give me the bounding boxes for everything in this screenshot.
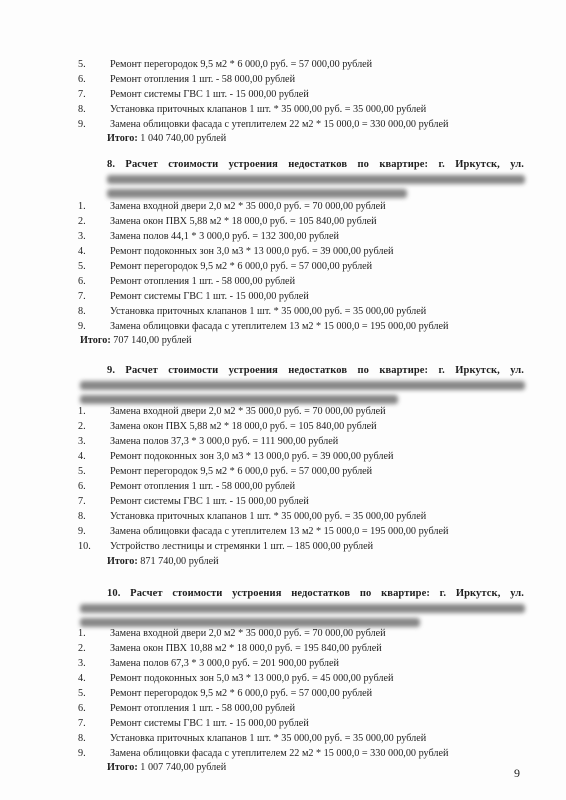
redacted-address (80, 618, 420, 627)
total-value: 1 040 740,00 рублей (137, 133, 227, 144)
total-line (80, 334, 192, 347)
item-text: Замена полов 37,3 * 3 000,0 руб. = 111 900,00 рублей (110, 436, 339, 447)
item-text: Ремонт перегородок 9,5 м2 * 6 000,0 руб. = 57 000,00 рублей (110, 261, 373, 272)
item-text: Замена полов 44,1 * 3 000,0 руб. = 132 300,00 рублей (110, 231, 339, 242)
section-title: 9. Расчет стоимости устроения недостатков по квартире: г. Иркутск, ул. (107, 365, 524, 376)
item-number: 8. (78, 733, 86, 744)
total-value: 871 740,00 рублей (137, 556, 219, 567)
redacted-address (80, 604, 525, 613)
item-number: 6. (78, 276, 86, 287)
item-text: Ремонт подоконных зон 5,0 м3 * 13 000,0 руб. = 45 000,00 рублей (110, 673, 394, 684)
item-number: 4. (78, 451, 86, 462)
item-text: Ремонт системы ГВС 1 шт. - 15 000,00 рублей (110, 291, 309, 302)
item-text: Ремонт перегородок 9,5 м2 * 6 000,0 руб. = 57 000,00 рублей (110, 59, 373, 70)
item-number: 5. (78, 261, 86, 272)
item-text: Ремонт подоконных зон 3,0 м3 * 13 000,0 руб. = 39 000,00 рублей (110, 451, 394, 462)
item-number: 1. (78, 201, 86, 212)
item-text: Замена входной двери 2,0 м2 * 35 000,0 руб. = 70 000,00 рублей (110, 406, 386, 417)
item-text: Ремонт системы ГВС 1 шт. - 15 000,00 рублей (110, 496, 309, 507)
item-text: Ремонт системы ГВС 1 шт. - 15 000,00 рублей (110, 718, 309, 729)
item-text: Замена облицовки фасада с утеплителем 22 м2 * 15 000,0 = 330 000,00 рублей (110, 119, 449, 130)
item-text: Ремонт перегородок 9,5 м2 * 6 000,0 руб. = 57 000,00 рублей (110, 466, 373, 477)
total-value: 707 140,00 рублей (110, 335, 192, 346)
item-text: Ремонт отопления 1 шт. - 58 000,00 рублей (110, 74, 296, 85)
total-label: Итого: (107, 762, 138, 773)
item-number: 7. (78, 291, 86, 302)
item-number: 1. (78, 406, 86, 417)
item-number: 5. (78, 466, 86, 477)
item-text: Ремонт отопления 1 шт. - 58 000,00 рублей (110, 276, 296, 287)
item-number: 2. (78, 643, 86, 654)
item-number: 9. (78, 119, 86, 130)
item-number: 4. (78, 673, 86, 684)
total-line (107, 761, 226, 774)
item-number: 7. (78, 89, 86, 100)
section-title: 8. Расчет стоимости устроения недостатков по квартире: г. Иркутск, ул. (107, 159, 524, 170)
item-number: 6. (78, 74, 86, 85)
item-text: Установка приточных клапанов 1 шт. * 35 000,00 руб. = 35 000,00 рублей (110, 511, 427, 522)
item-number: 3. (78, 231, 86, 242)
item-number: 5. (78, 59, 86, 70)
item-number: 6. (78, 481, 86, 492)
item-text: Ремонт перегородок 9,5 м2 * 6 000,0 руб. = 57 000,00 рублей (110, 688, 373, 699)
item-text: Установка приточных клапанов 1 шт. * 35 000,00 руб. = 35 000,00 рублей (110, 104, 427, 115)
item-number: 9. (78, 321, 86, 332)
total-label: Итого: (80, 335, 111, 346)
item-number: 1. (78, 628, 86, 639)
item-text: Ремонт отопления 1 шт. - 58 000,00 рублей (110, 481, 296, 492)
item-text: Замена входной двери 2,0 м2 * 35 000,0 руб. = 70 000,00 рублей (110, 628, 386, 639)
item-text: Ремонт отопления 1 шт. - 58 000,00 рублей (110, 703, 296, 714)
total-line (107, 555, 219, 568)
total-label: Итого: (107, 556, 138, 567)
item-text: Замена облицовки фасада с утеплителем 13 м2 * 15 000,0 = 195 000,00 рублей (110, 526, 449, 537)
page-number: 9 (514, 766, 520, 780)
item-number: 8. (78, 511, 86, 522)
item-text: Замена входной двери 2,0 м2 * 35 000,0 руб. = 70 000,00 рублей (110, 201, 386, 212)
item-text: Ремонт системы ГВС 1 шт. - 15 000,00 рублей (110, 89, 309, 100)
item-number: 2. (78, 421, 86, 432)
item-number: 4. (78, 246, 86, 257)
item-number: 2. (78, 216, 86, 227)
item-number: 3. (78, 658, 86, 669)
item-text: Установка приточных клапанов 1 шт. * 35 000,00 руб. = 35 000,00 рублей (110, 306, 427, 317)
redacted-address (107, 175, 525, 184)
item-text: Устройство лестницы и стремянки 1 шт. – 185 000,00 рублей (110, 541, 374, 552)
item-number: 6. (78, 703, 86, 714)
total-label: Итого: (107, 133, 138, 144)
section-title: 10. Расчет стоимости устроения недостатков по квартире: г. Иркутск, ул. (107, 588, 524, 599)
item-number: 9. (78, 526, 86, 537)
item-number: 10. (78, 541, 91, 552)
item-text: Замена окон ПВХ 10,88 м2 * 18 000,0 руб. = 195 840,00 рублей (110, 643, 382, 654)
item-number: 7. (78, 718, 86, 729)
item-text: Замена окон ПВХ 5,88 м2 * 18 000,0 руб. = 105 840,00 рублей (110, 216, 377, 227)
redacted-address (80, 395, 398, 404)
item-number: 9. (78, 748, 86, 759)
item-number: 8. (78, 306, 86, 317)
total-value: 1 007 740,00 рублей (137, 762, 227, 773)
item-text: Замена полов 67,3 * 3 000,0 руб. = 201 900,00 рублей (110, 658, 339, 669)
item-number: 7. (78, 496, 86, 507)
item-text: Замена облицовки фасада с утеплителем 13 м2 * 15 000,0 = 195 000,00 рублей (110, 321, 449, 332)
redacted-address (107, 189, 407, 198)
redacted-address (80, 381, 525, 390)
total-line (107, 132, 226, 145)
item-number: 3. (78, 436, 86, 447)
item-text: Замена окон ПВХ 5,88 м2 * 18 000,0 руб. = 105 840,00 рублей (110, 421, 377, 432)
item-text: Замена облицовки фасада с утеплителем 22 м2 * 15 000,0 = 330 000,00 рублей (110, 748, 449, 759)
item-text: Ремонт подоконных зон 3,0 м3 * 13 000,0 руб. = 39 000,00 рублей (110, 246, 394, 257)
item-text: Установка приточных клапанов 1 шт. * 35 000,00 руб. = 35 000,00 рублей (110, 733, 427, 744)
item-number: 8. (78, 104, 86, 115)
item-number: 5. (78, 688, 86, 699)
